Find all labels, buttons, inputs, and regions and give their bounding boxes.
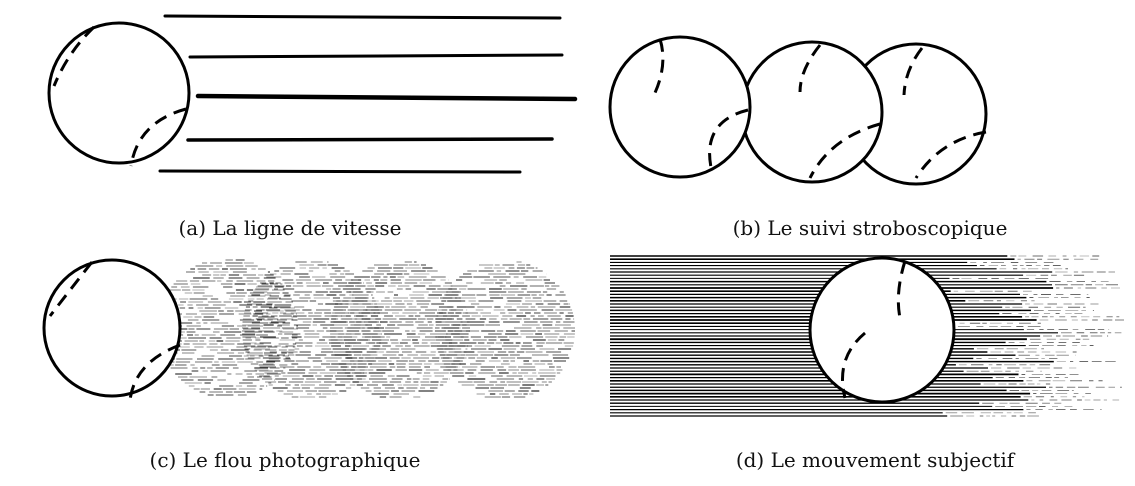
baseball-icon <box>49 23 189 166</box>
photo-blur-illustration <box>0 250 590 425</box>
panel-stroboscopic <box>600 0 1135 240</box>
speed-line <box>188 139 552 140</box>
baseball-icon <box>610 37 750 177</box>
speed-line <box>190 55 562 57</box>
caption-b: (b) Le suivi stroboscopique <box>732 216 1008 240</box>
baseball-icon <box>810 258 954 402</box>
caption-a: (a) La ligne de vitesse <box>178 216 402 240</box>
panel-speed-line <box>0 0 570 240</box>
motion-blur-texture <box>158 260 575 397</box>
baseball-icon <box>44 260 180 400</box>
subjective-motion-illustration <box>600 248 1135 423</box>
baseball-icon <box>742 42 882 182</box>
speed-line-illustration <box>0 0 570 240</box>
speed-line <box>198 96 575 99</box>
panel-photo-blur <box>0 250 590 425</box>
speed-line <box>165 16 560 18</box>
caption-c: (c) Le flou photographique <box>149 448 421 472</box>
caption-d: (d) Le mouvement subjectif <box>735 448 1015 472</box>
stroboscopic-illustration <box>600 0 1135 240</box>
speed-line <box>160 171 520 172</box>
panel-subjective-motion <box>600 248 1135 423</box>
speed-lines <box>160 16 575 172</box>
